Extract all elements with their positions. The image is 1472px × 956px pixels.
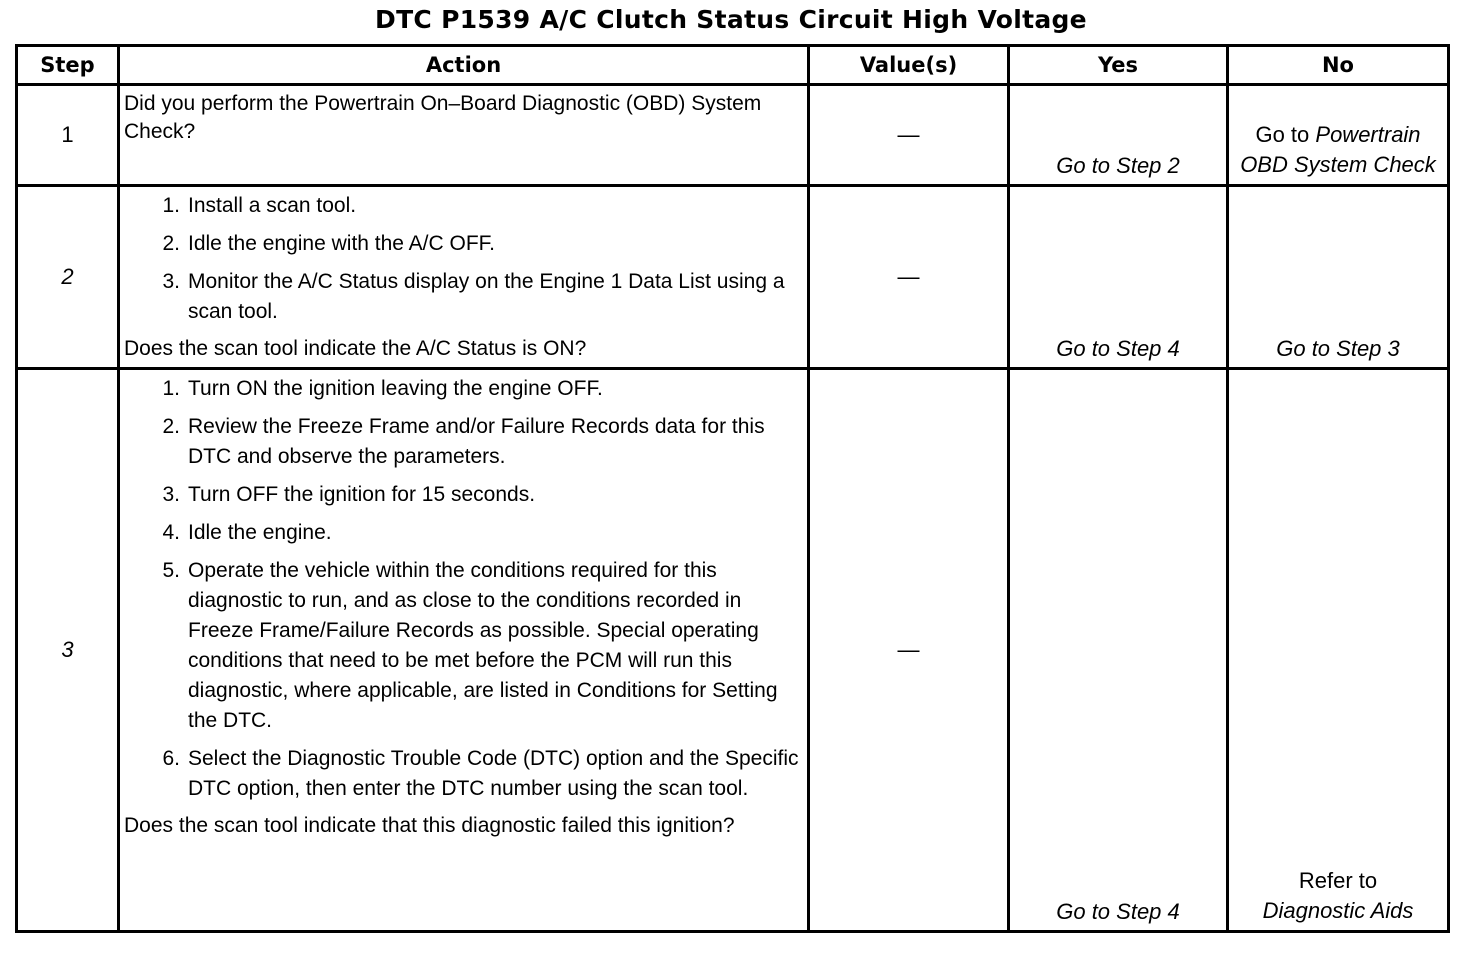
- list-item: 6. Select the Diagnostic Trouble Code (DTC) option and the Specific DTC option, then enter the DTC number using the scan tool.: [162, 747, 799, 800]
- yes-text: Go to Step 4: [1056, 899, 1180, 924]
- no-cell: [1228, 85, 1449, 186]
- no-reference-text: Powertrain OBD System Check: [1240, 122, 1436, 177]
- action-steps-list: [124, 374, 799, 804]
- list-item: 2. Review the Freeze Frame and/or Failure Records data for this DTC and observe the parameters.: [162, 415, 765, 468]
- step-number-text: 3: [61, 637, 74, 662]
- header-action: Action: [119, 46, 809, 85]
- value-text: —: [897, 122, 920, 147]
- yes-cell: [1009, 85, 1228, 186]
- value-text: —: [897, 264, 920, 289]
- value-cell: [809, 186, 1009, 369]
- header-yes: Yes: [1009, 46, 1228, 85]
- table-row: [17, 85, 1449, 186]
- action-cell: [119, 186, 809, 369]
- action-question: Does the scan tool indicate that this diagnostic failed this ignition?: [124, 814, 735, 837]
- yes-cell: [1009, 186, 1228, 369]
- list-item: 3. Turn OFF the ignition for 15 seconds.: [162, 483, 536, 506]
- table-row: [17, 186, 1449, 369]
- no-cell: [1228, 186, 1449, 369]
- header-step: Step: [17, 46, 119, 85]
- yes-cell: [1009, 369, 1228, 932]
- list-item: 1. Install a scan tool.: [162, 194, 357, 217]
- no-prefix-text: Go to: [1255, 122, 1310, 147]
- list-item: 3. Monitor the A/C Status display on the Engine 1 Data List using a scan tool.: [162, 270, 785, 323]
- no-text: Go to Step 3: [1276, 336, 1400, 361]
- step-number: [17, 85, 119, 186]
- yes-text: Go to Step 2: [1056, 153, 1180, 178]
- list-item: 2. Idle the engine with the A/C OFF.: [162, 232, 496, 255]
- header-values: Value(s): [809, 46, 1009, 85]
- action-cell: [119, 85, 809, 186]
- page-title: DTC P1539 A/C Clutch Status Circuit High Voltage: [375, 5, 1087, 34]
- step-number: [17, 369, 119, 932]
- header-row: [17, 46, 1449, 85]
- value-cell: [809, 85, 1009, 186]
- yes-text: Go to Step 4: [1056, 336, 1180, 361]
- table-row: [17, 369, 1449, 932]
- value-cell: [809, 369, 1009, 932]
- step-number: [17, 186, 119, 369]
- no-prefix-text: Refer to: [1298, 868, 1378, 893]
- step-number-text: 2: [61, 264, 74, 289]
- action-steps-list: [124, 191, 799, 327]
- action-question: Did you perform the Powertrain On–Board Diagnostic (OBD) System Check?: [124, 92, 762, 143]
- no-reference-text: Diagnostic Aids: [1262, 898, 1414, 923]
- value-text: —: [897, 637, 920, 662]
- action-cell: [119, 369, 809, 932]
- no-cell: [1228, 369, 1449, 932]
- list-item: 1. Turn ON the ignition leaving the engine OFF.: [162, 377, 603, 400]
- list-item: 4. Idle the engine.: [162, 521, 332, 544]
- action-question: Does the scan tool indicate the A/C Status is ON?: [124, 337, 587, 360]
- step-number-text: 1: [61, 122, 74, 147]
- diagnostic-table: [15, 44, 1450, 933]
- header-no: No: [1228, 46, 1449, 85]
- list-item: 5. Operate the vehicle within the conditions required for this diagnostic to run, and as close to the conditions recorded in Freeze Frame/Failure Records as possible. Special operating conditions that need to be met before the PCM will run this diagnostic, where applicable, are listed in Conditions for Setting the DTC.: [162, 559, 778, 732]
